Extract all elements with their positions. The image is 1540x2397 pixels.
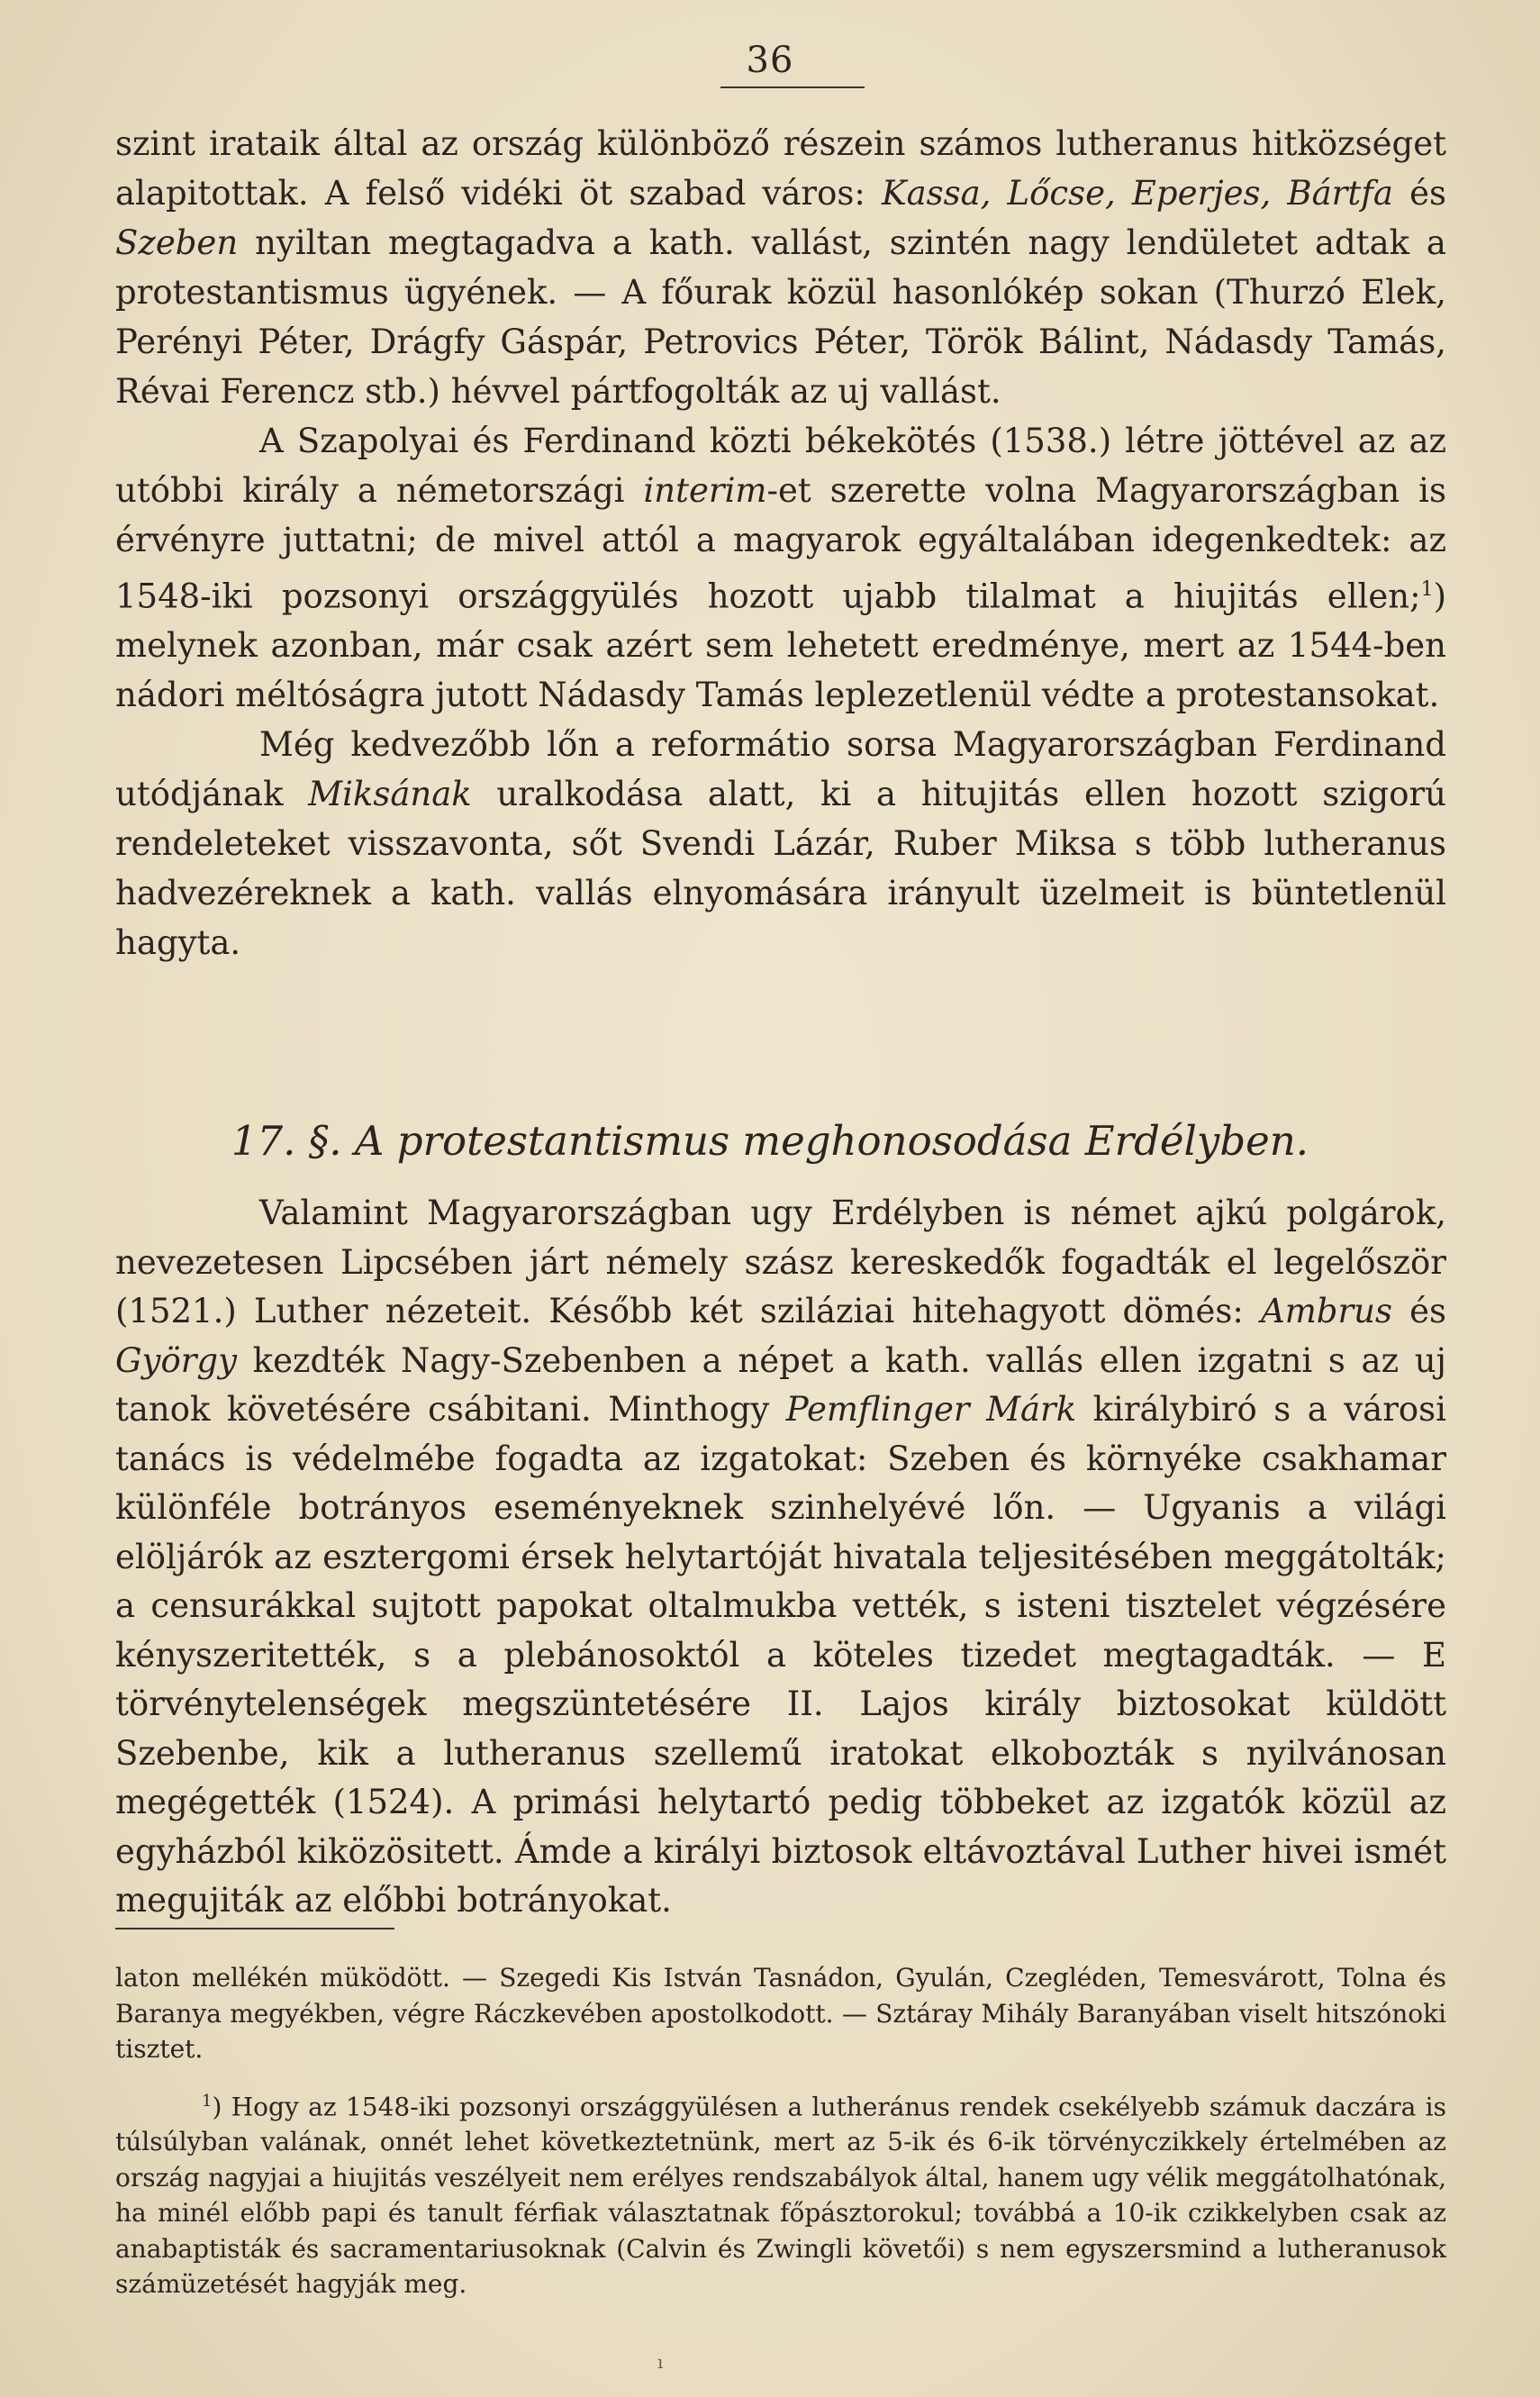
footnote-ref: 1 bbox=[1420, 578, 1434, 601]
footnotes bbox=[115, 1960, 1446, 2302]
header-rule bbox=[720, 86, 865, 88]
footnote-continuation: laton mellékén müködött. — Szegedi Kis István Tasnádon, Gyulán, Czegléden, Temesvárott, Tolna és Baranya megyékben, végre Ráczkevében apostolkodott. — Sztáray Mihály Baranyában viselt hitszónoki tisztet. bbox=[115, 1963, 1446, 2064]
footnote-rule bbox=[115, 1928, 394, 1929]
footnote-1: $^1$) Hogy az 1548-iki pozsonyi országgyülésen a lutheránus rendek csekélyebb számuk daczára is túlsúlyban valának, onnét lehet következtetnünk, mert az 5-ik és 6-ik törvényczikkely értelmében az ország nagyjai a hiujitás veszélyeit nem erélyes rendszabályok által, hanem ugy vélik meggátolhatónak, ha minél előbb papi és tanult férfiak választatnak főpásztorokul; továbbá a 10-ik czikkelyben csak az anabaptisták és sacramentariusoknak (Calvin és Zwingli követői) s nem egyszersmind a lutheranusok számüzetését hagyják meg. bbox=[115, 2091, 1446, 2300]
paragraph-1: szint irataik által az ország különböző részein számos lutheranus hitközséget alapitottak. A felső vidéki öt szabad város: Kassa, Lőcse, Eperjes, Bártfa és Szeben nyiltan megtagadva a kath. vallást, szintén nagy lendületet adtak a protestantismus ügyének. — A főurak közül hasonlókép sokan (Thurzó Elek, Perényi Péter, Drágfy Gáspár, Petrovics Péter, Török Bálint, Nádasdy Tamás, Révai Ferencz stb.) hévvel pártfogolták az uj vallást. bbox=[115, 124, 1446, 411]
main-text bbox=[115, 119, 1446, 967]
footnote-marker: 1 bbox=[202, 2091, 213, 2111]
paragraph-2: A Szapolyai és Ferdinand közti békekötés (1538.) létre jöttével az az utóbbi király a németországi interim-et szerette volna Magyarországban is érvényre juttatni; de mivel attól a magyarok egyáltalában idegenkedtek: az 1548-iki pozsonyi országgyülés hozott ujabb tilalmat a hiujitás ellen;$^1$) melynek azonban, már csak azért sem lehetett eredménye, mert az 1544-ben nádori méltóságra jutott Nádasdy Tamás leplezetlenül védte a protestansokat. bbox=[115, 422, 1446, 715]
section-heading: 17. §. A protestantismus meghonosodása Erdélyben. bbox=[231, 1117, 1309, 1165]
page-number: 36 bbox=[746, 40, 794, 81]
paragraph-3: Még kedvezőbb lőn a reformátio sorsa Magyarországban Ferdinand utódjának Miksának uralkodása alatt, ki a hitujitás ellen hozott szigorú rendeleteket visszavonta, sőt Svendi Lázár, Ruber Miksa s több lutheranus hadvezéreknek a kath. vallás elnyomására irányult üzelmeit is büntetlenül hagyta. bbox=[115, 725, 1447, 963]
paragraph-4: Valamint Magyarországban ugy Erdélyben is német ajkú polgárok, nevezetesen Lipcsében járt némely szász kereskedők fogadták el legelőször (1521.) Luther nézeteit. Később két sziláziai hitehagyott dömés: Ambrus és György kezdték Nagy-Szebenben a népet a kath. vallás ellen izgatni s az uj tanok követésére csábitani. Minthogy Pemflinger Márk királybiró s a városi tanács is védelmébe fogadta az izgatokat: Szeben és környéke csakhamar különféle botrányos eseményeknek szinhelyévé lőn. — Ugyanis a világi elöljárók az esztergomi érsek helytartóját hivatala teljesitésében meggátolták; a censurákkal sujtott papokat oltalmukba vették, s isteni tisztelet végzésére kényszeritették, s a plebánosoktól a köteles tizedet megtagadták. — E törvénytelenségek megszüntetésére II. Lajos király biztosokat küldött Szebenbe, kik a lutheranus szellemű iratokat elkobozták s nyilvánosan megégették (1524). A primási helytartó pedig többeket az izgatók közül az egyházból kiközösitett. Ámde a királyi biztosok eltávoztával Luther hivei ismét megujiták az előbbi botrányokat. bbox=[115, 1194, 1447, 1920]
bottom-mark: ı bbox=[657, 2351, 664, 2373]
